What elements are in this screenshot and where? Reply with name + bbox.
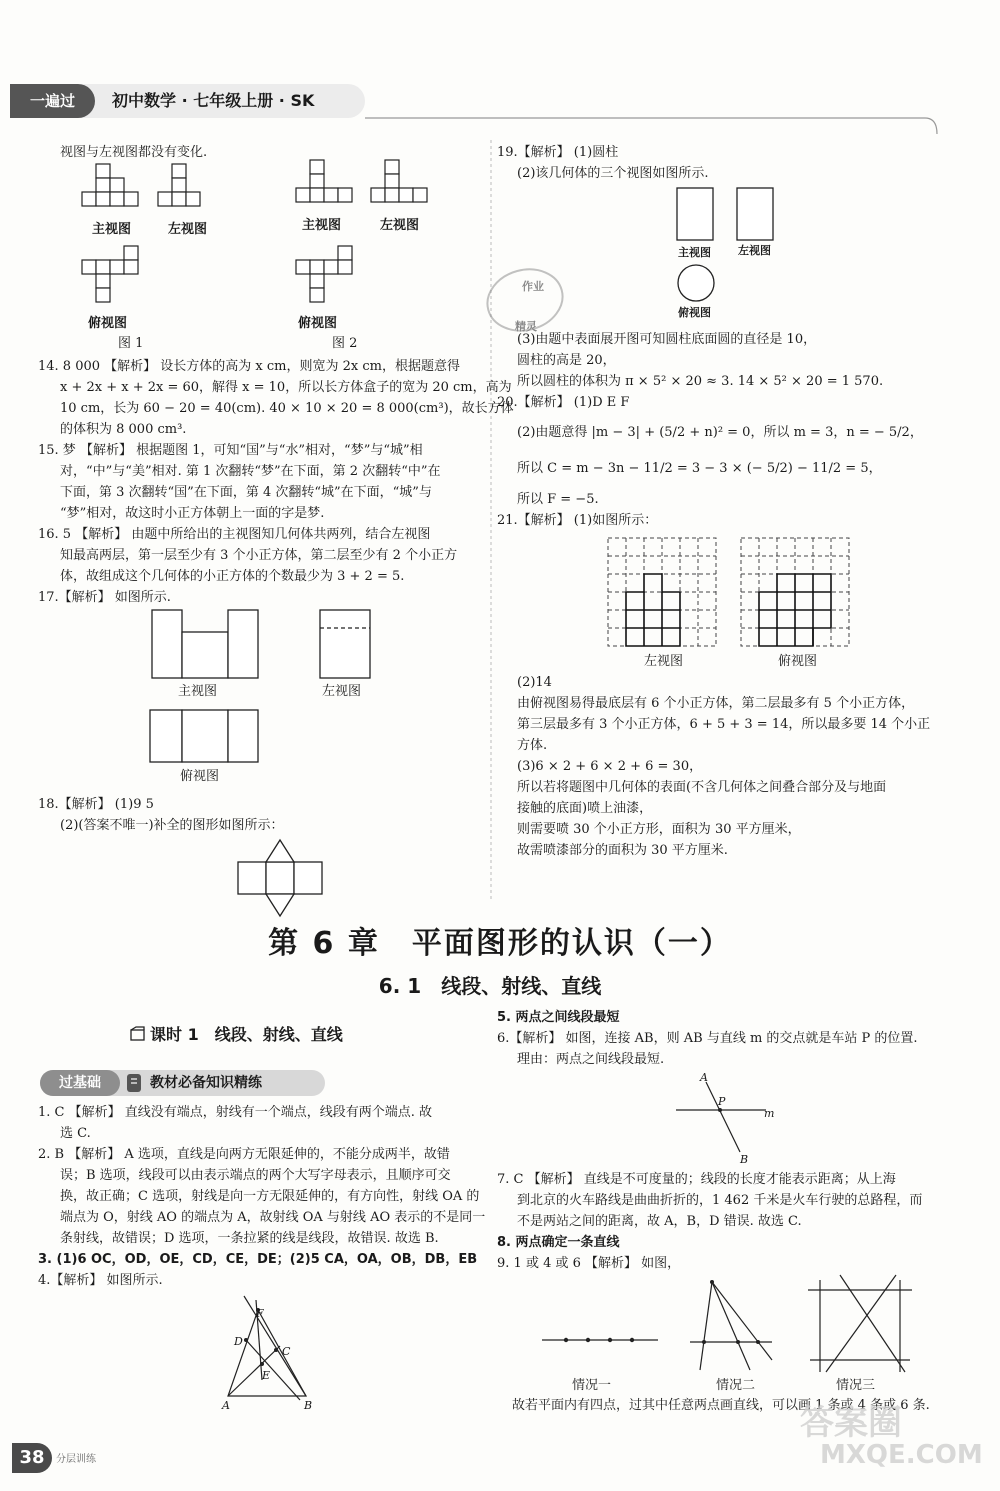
point-label-f: F <box>256 1307 264 1320</box>
q21b-line: 方体. <box>517 738 548 753</box>
q21b-line: 所以若将题图中几何体的表面(不含几何体之间叠合部分及与地面 <box>517 780 887 795</box>
fig1-main-label: 主视图 <box>92 222 132 237</box>
q20-line: 所以 C = m − 3n − 11/2 = 3 − 3 × (− 5/2) − 11/2 = 5， <box>517 461 882 476</box>
stamp-text: 精灵 <box>515 320 537 333</box>
q17-text: 17.【解析】 如图所示. <box>38 590 171 605</box>
q20-line: 20.【解析】 (1)D E F <box>497 395 630 410</box>
chapter-title: 第 6 章 平面图形的认识（一） <box>268 926 732 961</box>
q15-line: 15. 梦 【解析】 根据题图 1，可知“国”与“水”相对，“梦”与“城”相 <box>38 443 423 458</box>
fig2-main-label: 主视图 <box>302 218 342 233</box>
page-number: 38 <box>12 1443 52 1473</box>
basics-text: 教材必备知识精练 <box>150 1075 262 1091</box>
fig2-caption: 图 2 <box>332 336 358 351</box>
q9-line: 9. 1 或 4 或 6 【解析】 如图， <box>497 1256 681 1271</box>
q9-case-two-label: 情况二 <box>716 1378 756 1393</box>
q21b-line: 故需喷漆部分的面积为 30 平方厘米. <box>517 843 728 858</box>
q21-text: 21.【解析】 (1)如图所示： <box>497 513 658 528</box>
q19b-line: (3)由题中表面展开图可知圆柱底面圆的直径是 10， <box>517 332 817 347</box>
q2-line: 换，故正确；C 选项，射线是向一方无限延伸的，有方向性，射线 OA 的 <box>60 1189 480 1204</box>
watermark-logo: 答案圈 <box>800 1403 902 1443</box>
q4-text: 4.【解析】 如图所示. <box>38 1273 163 1288</box>
q15-line: 下面，第 3 次翻转“国”在下面，第 4 次翻转“城”在下面，“城”与 <box>60 485 432 500</box>
q19-main-label: 主视图 <box>678 246 711 259</box>
q21-top-label: 俯视图 <box>778 654 818 669</box>
point-label-a: A <box>222 1399 230 1412</box>
lesson-title: 课时 1 线段、射线、直线 <box>150 1025 343 1044</box>
q3-line: 3. (1)6 OC，OD，OE，CD，CE，DE；(2)5 CA，OA，OB，DB，EB <box>38 1252 478 1267</box>
fig2-top-label: 俯视图 <box>298 316 338 331</box>
header-title: 初中数学 · 七年级上册 · SK <box>112 91 315 110</box>
q1-line: 选 C. <box>60 1126 91 1141</box>
q21-left-label: 左视图 <box>644 654 684 669</box>
q16-line: 知最高两层，第一层至少有 3 个小正方体，第二层至少有 2 个小正方 <box>60 548 458 563</box>
q19-top-label: 俯视图 <box>678 306 711 319</box>
q21b-line: 由俯视图易得最底层有 6 个小正方体，第二层最多有 5 个小正方体， <box>517 696 915 711</box>
point-label-b: B <box>304 1399 313 1412</box>
point-label-d: D <box>234 1335 243 1348</box>
q14-line: x + 2x + x + 2x = 60，解得 x = 10，所以长方体盒子的宽为 20 cm，高为 <box>60 380 512 395</box>
fig1-top-label: 俯视图 <box>88 316 128 331</box>
basics-tag: 过基础 <box>40 1070 120 1096</box>
q9b-line: 故若平面内有四点，过其中任意两点画直线，可以画 1 条或 4 条或 6 条. <box>512 1398 930 1413</box>
q7-line: 7. C 【解析】 直线是不可度量的；线段的长度才能表示距离；从上海 <box>497 1172 896 1187</box>
q15-line: “梦”相对，故这时小正方体朝上一面的字是梦. <box>60 506 325 521</box>
page-tag: 分层训练 <box>56 1454 96 1465</box>
q21b-line: (3)6 × 2 + 6 × 2 + 6 = 30， <box>517 759 703 774</box>
q2-line: 误；B 选项，线段可以由表示端点的两个大写字母表示，且顺序可交 <box>60 1168 451 1183</box>
q19-line: 19.【解析】 (1)圆柱 <box>497 145 619 160</box>
q21b-line: 接触的底面)喷上油漆， <box>517 801 653 816</box>
line-label-m: m <box>764 1107 775 1120</box>
header-logo: 一遍过 <box>10 84 95 118</box>
point-label-c: C <box>282 1345 291 1358</box>
stamp-text: 作业 <box>522 280 544 293</box>
q21b-line: (2)14 <box>517 675 552 690</box>
q9-case-three-label: 情况三 <box>836 1378 876 1393</box>
q19-line: (2)该几何体的三个视图如图所示. <box>517 166 709 181</box>
section-title: 6. 1 线段、射线、直线 <box>378 974 602 998</box>
q19b-line: 所以圆柱的体积为 π × 5² × 20 ≈ 3. 14 × 5² × 20 = 1 570. <box>517 374 884 389</box>
q17-main-label: 主视图 <box>178 684 218 699</box>
q7-line: 不是两站之间的距离，故 A，B，D 错误. 故选 C. <box>517 1214 802 1229</box>
q7-line: 到北京的火车路线是曲曲折折的，1 462 千米是火车行驶的总路程，而 <box>517 1193 923 1208</box>
point-label-e: E <box>262 1369 271 1382</box>
watermark-url: MXQE.COM <box>820 1440 983 1470</box>
q9-case-one-label: 情况一 <box>572 1378 612 1393</box>
intro-text: 视图与左视图都没有变化. <box>60 145 208 160</box>
q21b-line: 则需要喷 30 个小正方形，面积为 30 平方厘米， <box>517 822 801 837</box>
q8-line: 8. 两点确定一条直线 <box>497 1235 620 1250</box>
fig1-caption: 图 1 <box>118 336 144 351</box>
q6-line: 6.【解析】 如图，连接 AB，则 AB 与直线 m 的交点就是车站 P 的位置. <box>497 1031 918 1046</box>
q21b-line: 第三层最多有 3 个小正方体，6 + 5 + 3 = 14，所以最多要 14 个小正 <box>517 717 931 732</box>
q18-line: (2)(答案不唯一)补全的图形如图所示： <box>60 818 284 833</box>
q16-line: 体，故组成这个几何体的小正方体的个数最少为 3 + 2 = 5. <box>60 569 405 584</box>
fig1-left-label: 左视图 <box>168 222 208 237</box>
point-label-p: P <box>718 1095 726 1108</box>
q14-line: 10 cm，长为 60 − 20 = 40(cm). 40 × 10 × 20 = 8 000(cm³)，故长方体 <box>60 401 514 416</box>
q20-line: 所以 F = −5. <box>517 492 599 507</box>
q6-line: 理由：两点之间线段最短. <box>517 1052 665 1067</box>
q14-line: 14. 8 000 【解析】 设长方体的高为 x cm，则宽为 2x cm，根据题意得 <box>38 359 460 374</box>
q2-line: 端点为 O，射线 AO 的端点为 A，故射线 OA 与射线 AO 表示的不是同一 <box>60 1210 486 1225</box>
q18-line: 18.【解析】 (1)9 5 <box>38 797 154 812</box>
q2-line: 条射线，故错误；D 选项，一条拉紧的线是线段，故错误. 故选 B. <box>60 1231 439 1246</box>
q19-left-label: 左视图 <box>738 244 771 257</box>
q15-line: 对，“中”与“美”相对. 第 1 次翻转“梦”在下面，第 2 次翻转“中”在 <box>60 464 441 479</box>
q16-line: 16. 5 【解析】 由题中所给出的主视图知几何体共两列，结合左视图 <box>38 527 431 542</box>
q19b-line: 圆柱的高是 20， <box>517 353 616 368</box>
fig2-left-label: 左视图 <box>380 218 420 233</box>
point-label-a: A <box>700 1071 708 1084</box>
q17-left-label: 左视图 <box>322 684 362 699</box>
q17-top-label: 俯视图 <box>180 769 220 784</box>
q14-line: 的体积为 8 000 cm³. <box>60 422 187 437</box>
point-label-b: B <box>740 1153 749 1166</box>
q20-line: (2)由题意得 |m − 3| + (5/2 + n)² = 0，所以 m = 3，n = − 5/2， <box>517 425 923 440</box>
q2-line: 2. B 【解析】 A 选项，直线是向两方无限延伸的，不能分成两半，故错 <box>38 1147 450 1162</box>
q1-line: 1. C 【解析】 直线没有端点，射线有一个端点，线段有两个端点. 故 <box>38 1105 433 1120</box>
q5-line: 5. 两点之间线段最短 <box>497 1010 620 1025</box>
